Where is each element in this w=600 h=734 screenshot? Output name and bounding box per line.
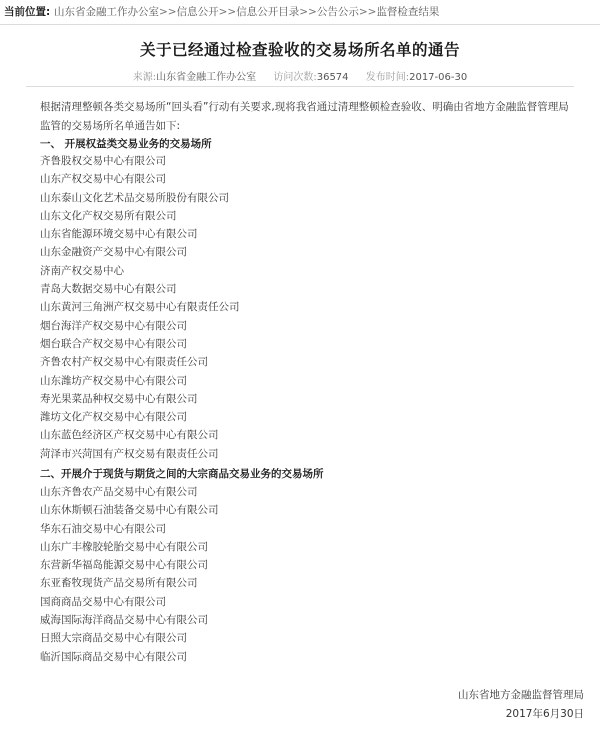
list-item: 山东齐鲁农产品交易中心有限公司 — [40, 486, 198, 498]
title-divider — [26, 86, 574, 87]
list-item: 青岛大数据交易中心有限公司 — [40, 283, 177, 296]
breadcrumb-item-info-directory[interactable]: 信息公开目录 — [236, 6, 300, 18]
article-title: 关于已经通过检查验收的交易场所名单的通告 — [139, 41, 460, 59]
intro-text: 根据清理整顿各类交易场所“回头看”行动有关要求,现将我省通过清理整顿检查验收、明确由省地方金融监督管理局监管的交易场所名单通告如下: — [40, 101, 569, 132]
publish-date: 2017-06-30 — [409, 72, 468, 83]
list-item: 东营新华福岛能源交易中心有限公司 — [40, 559, 208, 572]
breadcrumb-separator: >> — [358, 6, 377, 18]
breadcrumb-separator: >> — [299, 6, 317, 18]
section-heading-commodity: 二、开展介于现货与期货之间的大宗商品交易业务的交易场所 — [40, 468, 324, 480]
source-label: 来源: — [132, 72, 157, 83]
list-item: 菏泽市兴菏国有产权交易有限责任公司 — [40, 447, 219, 460]
section-heading-equity: 一、 开展权益类交易业务的交易场所 — [40, 138, 212, 150]
breadcrumb-item-office[interactable]: 山东省金融工作办公室 — [54, 6, 159, 18]
list-item: 山东文化产权交易所有限公司 — [40, 209, 177, 222]
list-item: 山东黄河三角洲产权交易中心有限责任公司 — [40, 301, 240, 314]
list-item: 山东金融资产交易中心有限公司 — [40, 246, 187, 259]
list-item: 山东省能源环境交易中心有限公司 — [40, 228, 198, 241]
list-item: 寿光果菜品种权交易中心有限公司 — [40, 392, 198, 405]
breadcrumb-trail — [54, 0, 439, 24]
breadcrumb-item-info-public[interactable]: 信息公开 — [176, 6, 219, 18]
list-item: 临沂国际商品交易中心有限公司 — [40, 650, 187, 663]
visits-label: 访问次数: — [273, 72, 317, 83]
list-item: 山东广丰橡胶轮胎交易中心有限公司 — [40, 540, 208, 553]
list-item: 烟台联合产权交易中心有限公司 — [40, 337, 187, 350]
breadcrumb-item-inspection-results[interactable]: 监督检查结果 — [376, 6, 440, 18]
breadcrumb — [0, 0, 600, 25]
article-meta — [0, 68, 600, 83]
commodity-exchange-list — [40, 483, 219, 666]
list-item: 齐鲁股权交易中心有限公司 — [40, 155, 166, 167]
list-item: 潍坊文化产权交易中心有限公司 — [40, 411, 187, 424]
list-item: 东亚畜牧现货产品交易所有限公司 — [40, 577, 198, 590]
list-item: 齐鲁农村产权交易中心有限责任公司 — [40, 356, 208, 369]
list-item: 日照大宗商品交易中心有限公司 — [40, 632, 187, 645]
source-value: 山东省金融工作办公室 — [156, 72, 257, 83]
signature-org: 山东省地方金融监督管理局 — [458, 689, 584, 701]
date-label: 发布时间: — [365, 72, 410, 83]
equity-exchange-list — [40, 152, 240, 463]
list-item: 山东泰山文化艺术品交易所股份有限公司 — [40, 191, 229, 204]
breadcrumb-item-announcements[interactable]: 公告公示 — [316, 6, 359, 18]
intro-paragraph — [40, 98, 572, 136]
list-item: 华东石油交易中心有限公司 — [40, 522, 166, 535]
list-item: 山东产权交易中心有限公司 — [40, 173, 166, 186]
list-item: 国商商品交易中心有限公司 — [40, 595, 166, 608]
signature-date: 2017年6月30日 — [505, 708, 584, 720]
list-item: 威海国际海洋商品交易中心有限公司 — [40, 614, 208, 627]
list-item: 山东休斯顿石油装备交易中心有限公司 — [40, 504, 219, 517]
breadcrumb-label: 当前位置: — [4, 6, 51, 18]
list-item: 山东蓝色经济区产权交易中心有限公司 — [40, 429, 219, 442]
breadcrumb-separator: >> — [218, 6, 237, 18]
list-item: 烟台海洋产权交易中心有限公司 — [40, 319, 187, 332]
list-item: 济南产权交易中心 — [40, 264, 124, 277]
breadcrumb-separator: >> — [159, 6, 177, 18]
visits-count: 36574 — [316, 72, 349, 83]
list-item: 山东潍坊产权交易中心有限公司 — [40, 374, 187, 387]
